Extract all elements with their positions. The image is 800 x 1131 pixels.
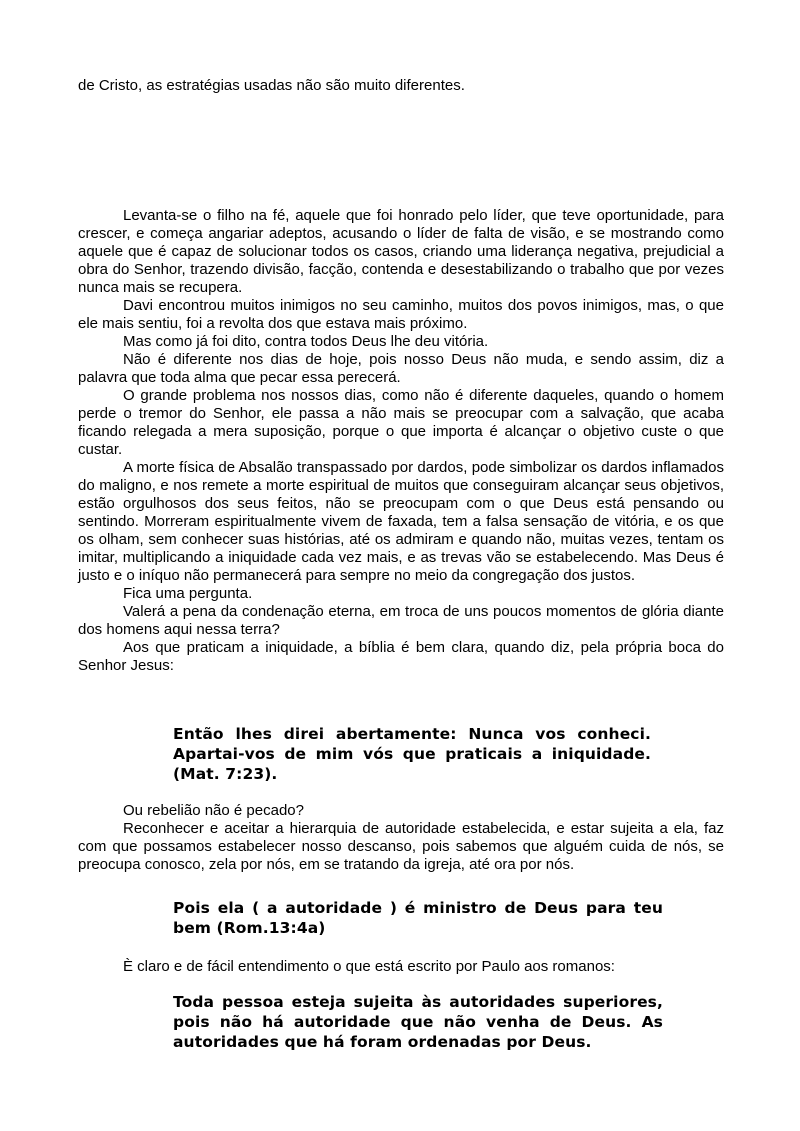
paragraph-hierarchy: Reconhecer e aceitar a hierarquia de autoridade estabelecida, e estar sujeita a ela, faz com que possamos estabelecer nosso descanso, pois sabemos que alguém cuida de nós, se preocupa conosco, zela por nós, em se tratando da igreja, até ora por nós.: [78, 820, 724, 873]
paragraph-5: O grande problema nos nossos dias, como não é diferente daqueles, quando o homem perde o tremor do Senhor, ele passa a não mais se preocupar com a salvação, que acaba ficando relegada a mera suposição, porque o que importa é alcançar o objetivo custe o que custar.: [78, 387, 724, 458]
bible-quote-mat: Então lhes direi abertamente: Nunca vos conheci. Apartai-vos de mim vós que praticais a iniquidade. (Mat. 7:23).: [173, 725, 651, 783]
bible-quote-authorities: Toda pessoa esteja sujeita às autoridades superiores, pois não há autoridade que não venha de Deus. As autoridades que há foram ordenadas por Deus.: [173, 993, 663, 1051]
paragraph-rebellion: Ou rebelião não é pecado?: [123, 802, 304, 819]
paragraph-4: Não é diferente nos dias de hoje, pois nosso Deus não muda, e sendo assim, diz a palavra que toda alma que pecar essa perecerá.: [78, 351, 724, 386]
intro-line: de Cristo, as estratégias usadas não são muito diferentes.: [78, 77, 465, 94]
paragraph-8: Valerá a pena da condenação eterna, em troca de uns poucos momentos de glória diante dos homens aqui nessa terra?: [78, 603, 724, 638]
paragraph-1: Levanta-se o filho na fé, aquele que foi honrado pelo líder, que teve oportunidade, para crescer, e começa angariar adeptos, acusando o líder de falta de visão, e se mostrando como aquele que é capaz de solucionar todos os casos, criando uma liderança negativa, prejudicial a obra do Senhor, trazendo divisão, facção, contenda e desestabilizando o trabalho que por vezes nunca mais se recupera.: [78, 207, 724, 296]
main-body: [78, 207, 724, 675]
paragraph-9: Aos que praticam a iniquidade, a bíblia é bem clara, quando diz, pela própria boca do Senhor Jesus:: [78, 639, 724, 674]
paragraph-7: Fica uma pergunta.: [123, 585, 253, 602]
paragraph-6: A morte física de Absalão transpassado por dardos, pode simbolizar os dardos inflamados do maligno, e nos remete a morte espiritual de muitos que conseguiram alcançar seus objetivos, estão orgulhosos dos seus feitos, não se preocupam com o que Deus está pensando ou sentindo. Morreram espiritualmente vivem de faxada, tem a falsa sensação de vitória, e os que os olham, sem conhecer suas histórias, até os admiram e quando não, muitas vezes, tentam os imitar, multiplicando a iniquidade cada vez mais, e as trevas vão se estabelecendo. Mas Deus é justo e o iníquo não permanecerá para sempre no meio da congregação dos justos.: [78, 459, 724, 584]
paragraph-3: Mas como já foi dito, contra todos Deus lhe deu vitória.: [123, 333, 489, 350]
paragraph-2: Davi encontrou muitos inimigos no seu caminho, muitos dos povos inimigos, mas, o que ele mais sentiu, foi a revolta dos que estava mais próximo.: [78, 297, 724, 332]
bible-quote-rom-13-4: Pois ela ( a autoridade ) é ministro de Deus para teu bem (Rom.13:4a): [173, 899, 663, 937]
paragraph-paulo: È claro e de fácil entendimento o que está escrito por Paulo aos romanos:: [123, 958, 615, 975]
after-quote-1: [78, 802, 724, 874]
